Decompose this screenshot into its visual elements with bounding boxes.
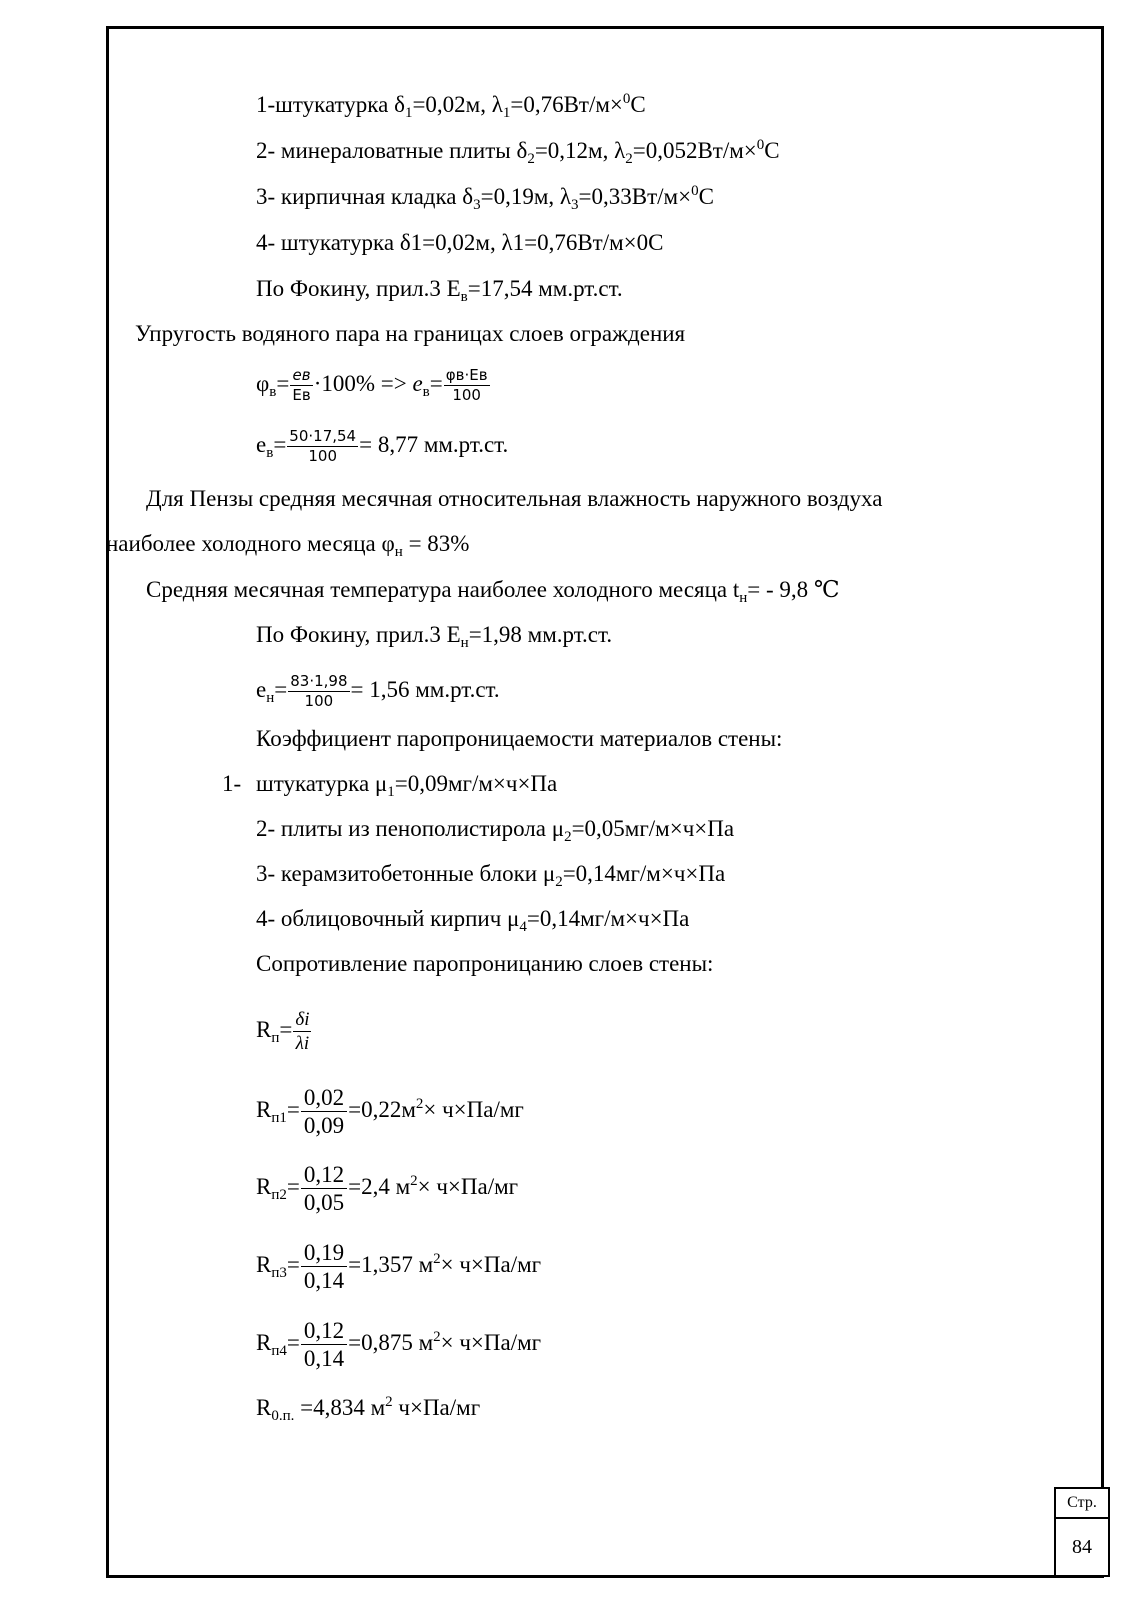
temperature-line: Средняя месячная температура наиболее холодного месяца $t_н= - 9,8$ ℃ (146, 577, 840, 606)
rp-row-4: $R_{п4}=$ $\frac{0,12}{0,14}$ =0,875 $м^2\times ч\times Па/мг$ (256, 1318, 542, 1371)
penza-line-1: Для Пензы средняя месячная относительная влажность наружного воздуха (146, 486, 883, 511)
en-calc-fraction: $\frac{83\cdot 1,98}{100}$ (290, 672, 348, 710)
layer-4: 4- штукатурка δ1=0,02м, λ1=0,76Вт/м×0С (256, 230, 664, 255)
rp-2-fraction: $\frac{0,12}{0,05}$ (301, 1163, 347, 1214)
rp-3-fraction: $\frac{0,19}{0,14}$ (301, 1241, 347, 1292)
rp-1-fraction: $\frac{0,02}{0,09}$ (301, 1086, 347, 1137)
page-stamp-label: Стр. (1054, 1487, 1110, 1519)
rp-general-fraction: $\frac{\delta i}{\lambda i}$ (295, 1009, 310, 1054)
fokin-en-line: По Фокину, прил.3 $Е_н=1,98$ мм.рт.ст. (256, 622, 613, 651)
ev-calc: $e_в=$ $\frac{50\cdot 17,54}{100}$ = 8,77 мм.рт.ст. (256, 427, 509, 465)
fokin-ev-line: По Фокину, прил.3 $Е_в=17,54$ мм.рт.ст. (256, 276, 623, 305)
mu-1-number: 1- (222, 771, 242, 796)
layer-2: 2- минераловатные плиты $\delta_2=0,12м$, $\lambda_2=0,052Вт/м\times^0С$ (256, 137, 780, 167)
ev-calc-fraction: $\frac{50\cdot 17,54}{100}$ (289, 427, 357, 465)
mu-3: 3- керамзитобетонные блоки $\mu_2=0,14мг/м\times ч\times Па$ (256, 861, 726, 890)
permeability-heading: Коэффициент паропроницаемости материалов стены: (256, 726, 783, 751)
en-calc: $e_н=$ $\frac{83\cdot 1,98}{100}$ = 1,56 мм.рт.ст. (256, 672, 500, 710)
phi-fraction: $\frac{eв}{Ев}$ (292, 366, 311, 404)
vapor-heading: Упругость водяного пара на границах слоев ограждения (135, 321, 686, 346)
penza-line-2: наиболее холодного месяца $\varphi_н = 83\%$ (106, 531, 470, 560)
mu-2: 2- плиты из пенополистирола $\mu_2=0,05мг/м\times ч\times Па$ (256, 816, 735, 845)
rp-4-fraction: $\frac{0,12}{0,14}$ (301, 1319, 347, 1370)
rp-total: $R_{0.п.} =4,834$ $м^2$ ч×Па/мг (256, 1394, 481, 1424)
mu-1: штукатурка $\mu_1=0,09мг/м\times ч\times Па$ (256, 771, 558, 800)
layer-3: 3- кирпичная кладка $\delta_3=0,19м$, $\lambda_3=0,33Вт/м\times^0С$ (256, 183, 714, 213)
resistance-heading: Сопротивление паропроницанию слоев стены: (256, 951, 714, 976)
rp-row-1: $R_{п1}=$ $\frac{0,02}{0,09}$ $=0,22м^2\times ч\times Па/мг$ (256, 1085, 524, 1138)
page-number: 84 (1054, 1517, 1110, 1577)
rp-general-formula: $R_п=$ $\frac{\delta i}{\lambda i}$ (256, 1009, 310, 1054)
rp-row-2: $R_{п2}=$ $\frac{0,12}{0,05}$ =2,4 $м^2\times ч\times Па/мг$ (256, 1162, 519, 1215)
layer-1: 1-штукатурка $\delta_1=0,02м$, $\lambda_1=0,76Вт/м\times^0С$ (256, 91, 646, 121)
rp-row-3: $R_{п3}=$ $\frac{0,19}{0,14}$ =1,357 $м^2\times ч\times Па/мг$ (256, 1240, 542, 1293)
ev-fraction: $\frac{\varphi в\cdot Ев}{100}$ (445, 366, 488, 404)
mu-4: 4- облицовочный кирпич $\mu_4=0,14мг/м\times ч\times Па$ (256, 906, 690, 935)
phi-formula: $\varphi_в=$ $\frac{eв}{Ев}$ $\cdot 100\% => e_в=$ $\frac{\varphi в\cdot Ев}{100}$ (256, 366, 488, 404)
